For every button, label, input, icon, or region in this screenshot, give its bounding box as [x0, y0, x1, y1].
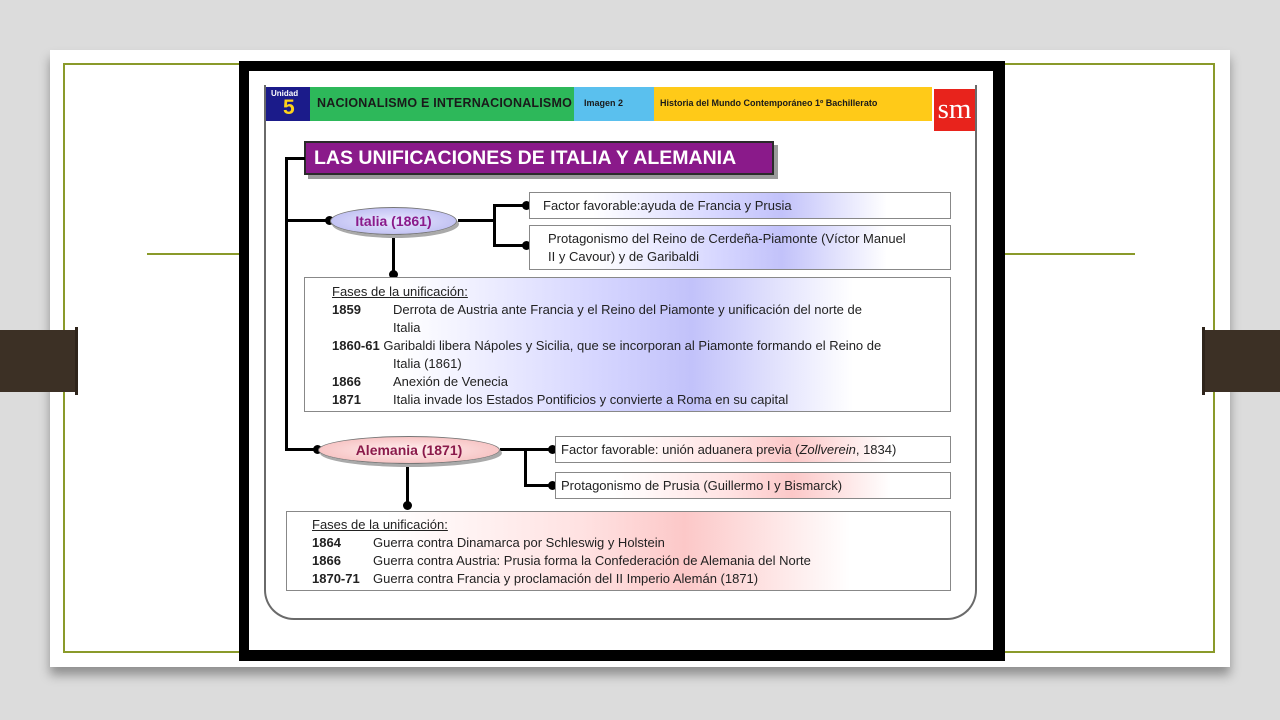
page-title: LAS UNIFICACIONES DE ITALIA Y ALEMANIA [304, 141, 774, 175]
sm-logo: sm [934, 89, 975, 131]
slide-divider-right [1000, 253, 1135, 255]
alemania-fase-text: Guerra contra Francia y proclamación del II Imperio Alemán (1871) [373, 571, 759, 586]
italia-protagonismo-line1: Protagonismo del Reino de Cerdeña-Piamonte (Víctor Manuel [548, 231, 906, 246]
alemania-factor-italic: Zollverein [799, 442, 856, 457]
italia-fase-row [332, 337, 881, 355]
italia-branch-line [285, 219, 330, 222]
alemania-factor-text [561, 441, 896, 459]
italia-fase-row [332, 301, 862, 319]
unit-title [310, 87, 574, 121]
italia-fase-text: Garibaldi libera Nápoles y Sicilia, que se incorporan al Piamonte formando el Reino de [383, 338, 882, 353]
alemania-fase-row [312, 552, 811, 570]
alemania-factor-post: , 1834) [855, 442, 897, 457]
unit-label: Unidad [271, 89, 299, 98]
slide-tab-left [0, 330, 78, 392]
alemania-fase-year: 1870-71 [312, 571, 360, 586]
italia-factor-box [529, 192, 951, 219]
slide-divider-left [147, 253, 242, 255]
trunk-top-stub [285, 157, 305, 160]
italia-fase-row [332, 373, 508, 391]
course-label [654, 87, 932, 121]
italia-fase-year: 1860-61 [332, 338, 380, 353]
italia-fase-year: 1859 [332, 302, 361, 317]
alemania-fase-text: Guerra contra Dinamarca por Schleswig y Holstein [373, 535, 665, 550]
alemania-right-line [500, 448, 527, 451]
alemania-fases-box [286, 511, 951, 591]
alemania-down-line [406, 463, 409, 506]
slide-tab-right [1202, 330, 1280, 392]
italia-fase-year: 1871 [332, 392, 361, 407]
italia-fases-box [304, 277, 951, 412]
course-label-text: Historia del Mundo Contemporáneo 1º Bachillerato [660, 98, 878, 108]
alemania-label: Alemania (1871) [318, 436, 500, 464]
alemania-protagonismo-box [555, 472, 951, 499]
alemania-fases-title: Fases de la unificación: [312, 517, 448, 532]
image-label-text: Imagen 2 [584, 98, 624, 108]
italia-fase-continuation: Italia (1861) [393, 356, 462, 371]
alemania-fase-year: 1866 [312, 553, 341, 568]
italia-fases-title: Fases de la unificación: [332, 284, 468, 299]
alemania-fases-dot [403, 501, 412, 510]
alemania-fase-text: Guerra contra Austria: Prusia forma la Confederación de Alemania del Norte [373, 553, 811, 568]
alemania-fase-row [312, 534, 665, 552]
italia-fase-row [332, 391, 788, 409]
italia-fase-text: Anexión de Venecia [393, 374, 508, 389]
italia-protagonismo-box [529, 225, 951, 270]
unit-number: 5 [283, 96, 295, 119]
italia-fase-text: Italia invade los Estados Pontificios y convierte a Roma en su capital [393, 392, 789, 407]
italia-fase-text: Derrota de Austria ante Francia y el Reino del Piamonte y unificación del norte de [393, 302, 862, 317]
alemania-fase-year: 1864 [312, 535, 341, 550]
alemania-fork-vertical [524, 448, 527, 486]
italia-right-line [458, 219, 494, 222]
unit-title-text: NACIONALISMO E INTERNACIONALISMO [317, 96, 573, 110]
image-label [574, 87, 654, 121]
alemania-protagonismo-text: Protagonismo de Prusia (Guillermo I y Bismarck) [561, 478, 843, 493]
italia-label: Italia (1861) [330, 207, 457, 235]
alemania-factor-box [555, 436, 951, 463]
italia-factor-text: Factor favorable:ayuda de Francia y Prusia [543, 198, 792, 213]
italia-fase-year: 1866 [332, 374, 361, 389]
italia-fase-continuation: Italia [393, 320, 421, 335]
alemania-factor-pre: Factor favorable: unión aduanera previa ( [561, 442, 800, 457]
unit-badge [266, 87, 310, 121]
italia-fork-vertical [493, 204, 496, 247]
alemania-fase-row [312, 570, 758, 588]
italia-protagonismo-line2: II y Cavour) y de Garibaldi [548, 249, 700, 264]
main-trunk-line [285, 158, 288, 451]
